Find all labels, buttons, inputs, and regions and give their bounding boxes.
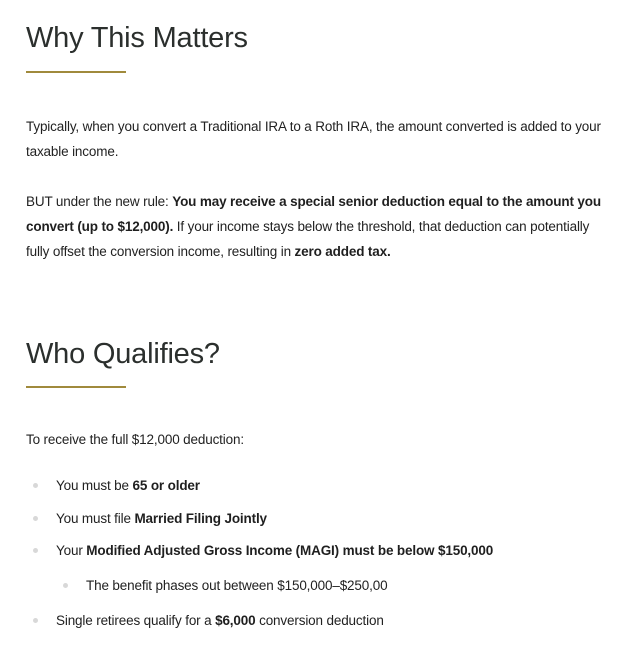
bullet-icon [33,483,38,488]
text-intro: BUT under the new rule: [26,194,173,209]
bullet-icon [33,548,38,553]
section-heading-why-this-matters: Why This Matters [26,22,248,54]
text-emphasis-zero-tax: zero added tax. [294,244,391,259]
bullet-icon [33,516,38,521]
list-item-text: You must be 65 or older [56,478,200,493]
text-mid: If your income stays below the threshold, that deduction can potentially fully offset the conversion income, resulting in [26,219,590,259]
bullet-icon [63,583,68,588]
list-item-text: The benefit phases out between $150,000–$250,00 [86,578,388,593]
list-item-text: Single retirees qualify for a $6,000 conversion deduction [56,613,384,628]
bullet-icon [33,618,38,623]
heading-underline [26,71,126,73]
list-item-text: You must file Married Filing Jointly [56,511,267,526]
paragraph-new-rule [26,189,611,264]
heading-underline [26,386,126,388]
text-emphasis-deduction: You may receive a special senior deduction equal to the amount you convert (up to $12,000). [26,194,601,234]
paragraph-typical-conversion: Typically, when you convert a Traditional IRA to a Roth IRA, the amount converted is added to your taxable income. [26,119,601,159]
section-heading-who-qualifies: Who Qualifies? [26,338,220,370]
list-item-text: Your Modified Adjusted Gross Income (MAGI) must be below $150,000 [56,543,494,558]
paragraph-requirements-intro: To receive the full $12,000 deduction: [26,432,244,447]
